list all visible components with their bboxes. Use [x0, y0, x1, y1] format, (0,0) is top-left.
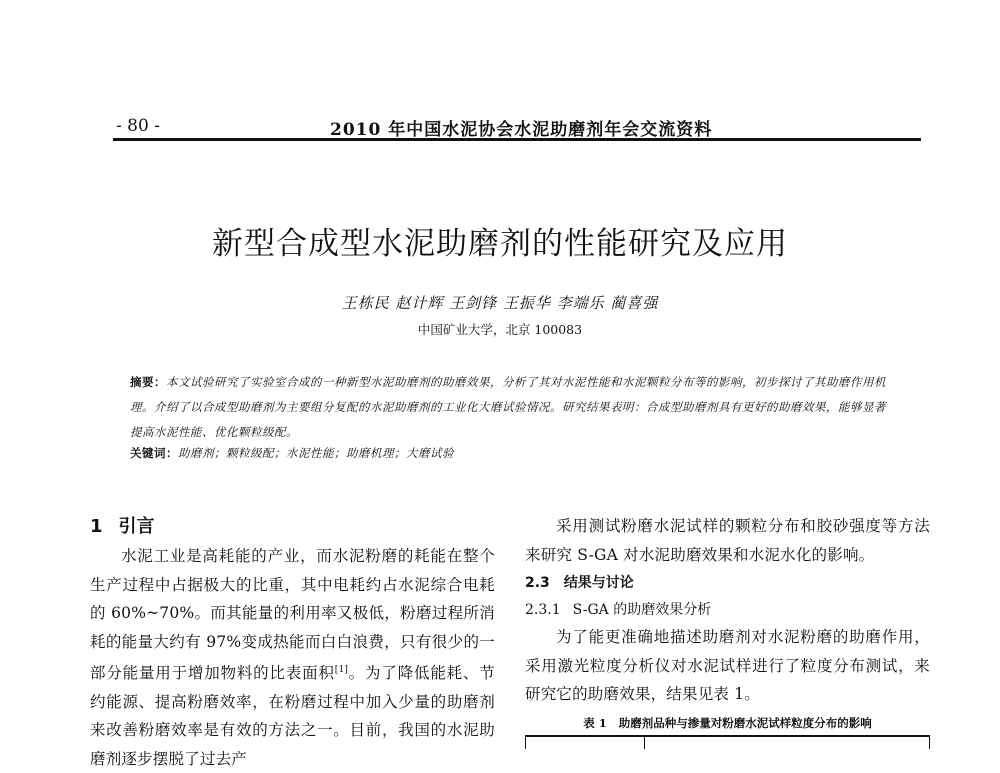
intro-paragraph [90, 542, 495, 773]
affiliation: 中国矿业大学，北京 100083 [417, 322, 583, 337]
right-column [525, 512, 930, 749]
keywords [130, 445, 890, 461]
abstract-text: 本文试验研究了实验室合成的一种新型水泥助磨剂的助磨效果，分析了其对水泥性能和水泥颗粒分布等的影响，初步探讨了其助磨作用机理。介绍了以合成型助磨剂为主要组分复配的水泥助磨剂的工业化大磨试验情况。研究结果表明：合成型助磨剂具有更好的助磨效果，能够显著提高水泥性能、优化颗粒级配。 [130, 375, 886, 439]
left-column [90, 512, 495, 773]
subsubsection-number: 2.3.1 [525, 602, 561, 618]
section-number: 1 [90, 516, 103, 537]
paper-title: 新型合成型水泥助磨剂的性能研究及应用 [212, 226, 788, 262]
header-rule [113, 138, 921, 141]
subsubsection-heading [525, 597, 930, 623]
authors: 王栋民 赵计辉 王剑锋 王振华 李端乐 蔺喜强 [341, 294, 659, 312]
table-column-divider [644, 737, 645, 749]
keywords-text: 助磨剂；颗粒级配；水泥性能；助磨机理；大磨试验 [178, 446, 454, 460]
intro-text: 水泥工业是高耗能的产业，而水泥粉磨的耗能在整个生产过程中占据极大的比重，其中电耗约占水泥综合电耗的 60%~70%。而其能量的利用率又极低，粉磨过程所消耗的能量大约有 97%变成热能而白白浪费，只有很少的一部分能量用于增加物料的比表面积 [90, 547, 495, 683]
keywords-label: 关键词： [130, 446, 178, 460]
section-heading [90, 512, 495, 542]
method-paragraph: 采用测试粉磨水泥试样的颗粒分布和胶砂强度等方法来研究 S-GA 对水泥助磨效果和水泥水化的影响。 [525, 517, 930, 564]
table-number: 表 1 [583, 715, 607, 730]
table-caption [525, 711, 930, 735]
intro-text-continued: 。为了降低能耗、节约能源、提高粉磨效率，在粉磨过程中加入少量的助磨剂来改善粉磨效率是有效的方法之一。目前，我国的水泥助磨剂逐步摆脱了过去产 [90, 664, 495, 768]
subsection-heading [525, 569, 930, 597]
section-title: 引言 [118, 516, 155, 537]
table-caption-text: 助磨剂品种与掺量对粉磨水泥试样粒度分布的影响 [618, 715, 872, 730]
page-number: - 80 - [116, 116, 160, 136]
citation: [1] [334, 665, 349, 675]
subsection-number: 2.3 [525, 575, 550, 591]
results-paragraph: 为了能更准确地描述助磨剂对水泥粉磨的助磨作用，采用激光粒度分析仪对水泥试样进行了粒度分布测试，来研究它的助磨效果，结果见表 1。 [525, 628, 930, 703]
abstract-label: 摘要： [130, 375, 166, 389]
table-top [525, 735, 930, 749]
subsubsection-title: S-GA 的助磨效果分析 [572, 602, 712, 618]
running-header: 2010 年中国水泥协会水泥助磨剂年会交流资料 [330, 120, 713, 140]
subsection-title: 结果与讨论 [563, 575, 634, 591]
abstract [130, 370, 890, 445]
